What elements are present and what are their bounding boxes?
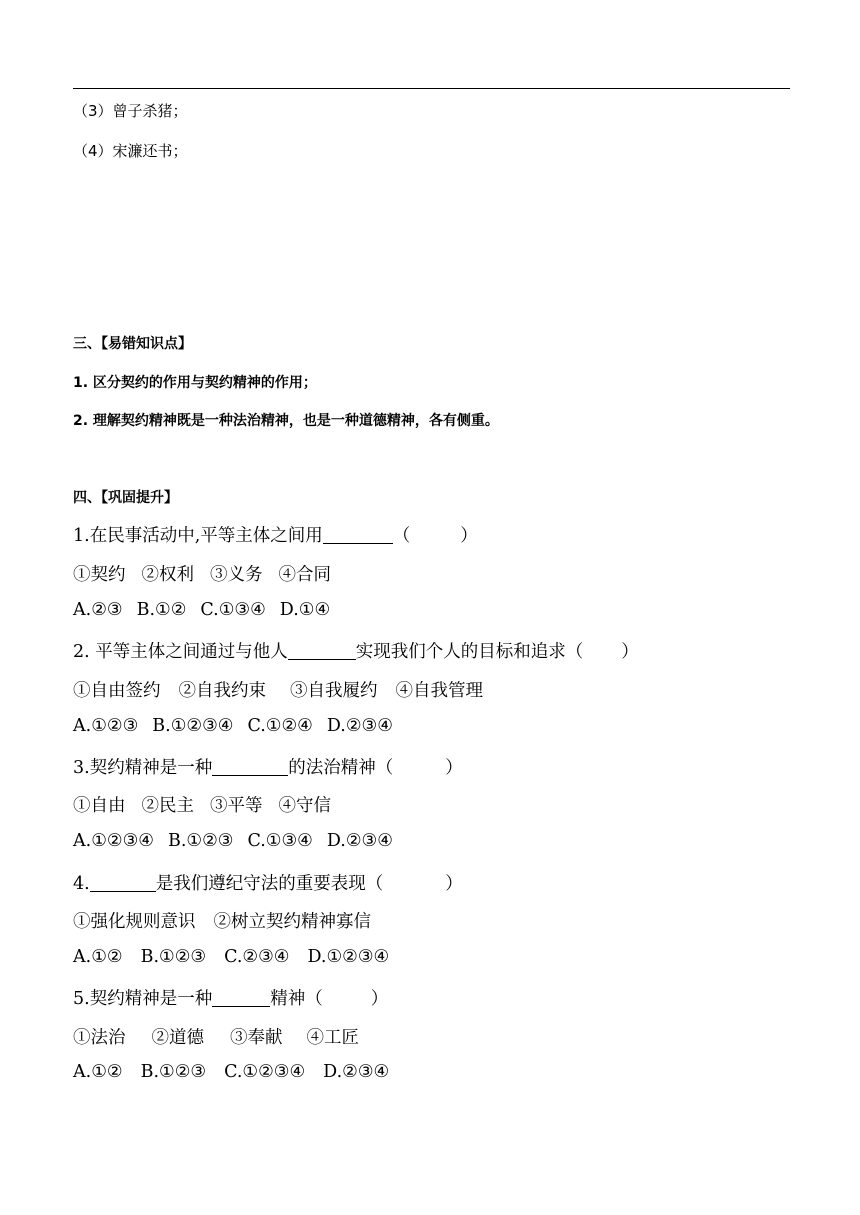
answer-choice[interactable]: A.①②: [73, 947, 123, 967]
question-stem: [73, 522, 478, 547]
answer-choice[interactable]: B.①②③: [167, 831, 234, 851]
answer-choice[interactable]: D.②③④: [323, 1062, 390, 1082]
question-answers: [73, 600, 330, 620]
stem-text: 精神（: [270, 989, 323, 1009]
answer-choice[interactable]: A.②③: [73, 600, 123, 620]
option: ②权利: [141, 565, 194, 585]
answer-choice[interactable]: C.①③④: [200, 600, 266, 620]
option: ①自由: [73, 796, 126, 816]
answer-choice[interactable]: B.①②③: [140, 1062, 207, 1082]
answer-blank[interactable]: [288, 642, 356, 661]
section-heading: 四、【巩固提升】: [73, 490, 178, 506]
stem-text: ）: [445, 758, 463, 778]
list-item: （3）曾子杀猪；: [73, 102, 188, 120]
answer-choice[interactable]: D.②③④: [326, 831, 393, 851]
header-rule: [73, 88, 790, 89]
stem-text: 5.契约精神是一种: [73, 989, 213, 1009]
answer-choice[interactable]: C.①②③④: [224, 1062, 306, 1082]
answer-blank[interactable]: [212, 989, 270, 1008]
stem-text: 2. 平等主体之间通过与他人: [73, 642, 288, 662]
answer-choice[interactable]: A.①②③: [73, 716, 139, 736]
option: ④自我管理: [395, 681, 483, 701]
question-options: [73, 677, 483, 702]
answer-choice[interactable]: B.①②③④: [152, 716, 234, 736]
question-stem: [73, 754, 463, 779]
stem-text: ）: [445, 874, 463, 894]
answer-choice[interactable]: C.②③④: [224, 947, 290, 967]
question-answers: [73, 1062, 389, 1082]
question-stem: [73, 870, 463, 895]
stem-text: 的法治精神（: [288, 758, 394, 778]
option: ②树立契约精神寡信: [213, 912, 371, 932]
stem-text: 3.契约精神是一种: [73, 758, 213, 778]
answer-choice[interactable]: D.①④: [279, 600, 331, 620]
question-options: [73, 792, 331, 817]
answer-choice[interactable]: B.①②③: [140, 947, 207, 967]
option: ③奉献: [230, 1028, 283, 1048]
stem-text: ）: [370, 989, 389, 1009]
option: ②自我约束: [178, 681, 266, 701]
option: ③义务: [210, 565, 263, 585]
question-answers: [73, 716, 393, 736]
answer-blank[interactable]: [212, 758, 288, 777]
question-stem: [73, 985, 388, 1010]
key-point: 2. 理解契约精神既是一种法治精神，也是一种道德精神，各有侧重。: [73, 413, 499, 429]
answer-blank[interactable]: [323, 526, 393, 545]
option: ③平等: [210, 796, 263, 816]
option: ④工匠: [306, 1028, 359, 1048]
option: ①契约: [73, 565, 126, 585]
stem-text: （: [392, 526, 411, 546]
stem-text: ）: [460, 526, 478, 546]
option: ③自我履约: [290, 681, 378, 701]
answer-choice[interactable]: D.①②③④: [307, 947, 390, 967]
question-answers: [73, 947, 389, 967]
stem-text: ）: [621, 642, 639, 662]
answer-choice[interactable]: A.①②: [73, 1062, 123, 1082]
question-options: [73, 1024, 359, 1049]
option: ①自由签约: [73, 681, 161, 701]
stem-text: 1.在民事活动中,平等主体之间用: [73, 526, 323, 546]
option: ①强化规则意识: [73, 912, 196, 932]
question-options: [73, 561, 331, 586]
answer-choice[interactable]: C.①③④: [247, 831, 313, 851]
option: ②民主: [141, 796, 194, 816]
answer-choice[interactable]: C.①②④: [247, 716, 313, 736]
question-stem: [73, 638, 639, 663]
stem-text: 是我们遵纪守法的重要表现（: [155, 874, 384, 894]
answer-choice[interactable]: D.②③④: [326, 716, 393, 736]
answer-choice[interactable]: B.①②: [136, 600, 187, 620]
question-options: [73, 908, 371, 933]
option: ④合同: [278, 565, 331, 585]
list-item: （4）宋濂还书；: [73, 142, 188, 160]
option: ②道德: [151, 1028, 204, 1048]
question-answers: [73, 831, 393, 851]
option: ①法治: [73, 1028, 126, 1048]
option: ④守信: [278, 796, 331, 816]
key-point: 1. 区分契约的作用与契约精神的作用；: [73, 375, 317, 391]
answer-choice[interactable]: A.①②③④: [73, 831, 154, 851]
section-heading: 三、【易错知识点】: [73, 336, 192, 352]
stem-text: 实现我们个人的目标和追求（: [355, 642, 584, 662]
stem-text: 4.: [73, 874, 90, 894]
answer-blank[interactable]: [90, 874, 156, 893]
